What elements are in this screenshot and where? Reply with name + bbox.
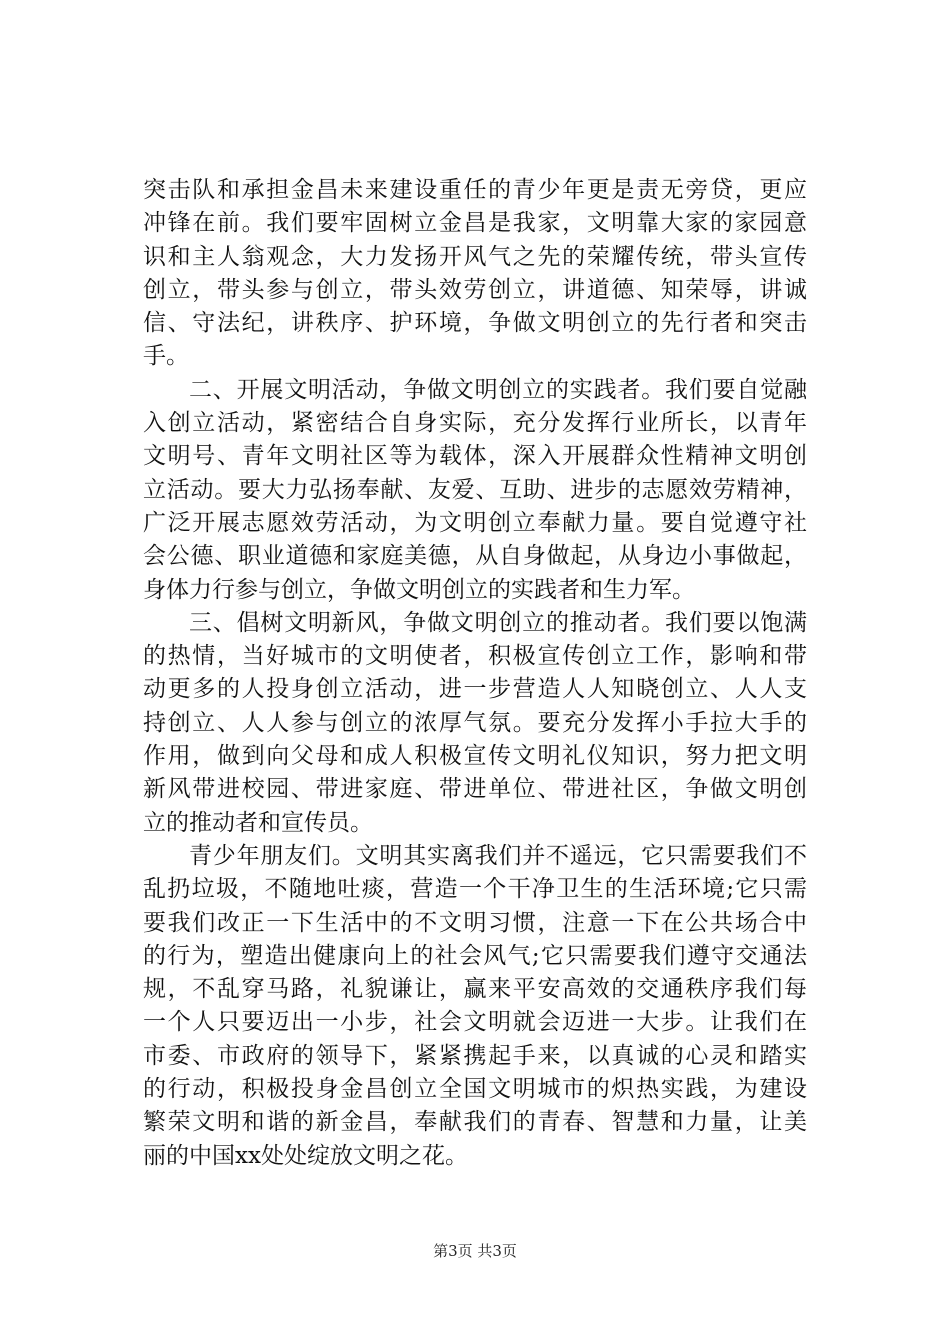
text-line: 创立，带头参与创立，带头效劳创立，讲道德、知荣辱，讲诚 xyxy=(143,276,807,303)
text-line: 立活动。要大力弘扬奉献、友爱、互助、进步的志愿效劳精神， xyxy=(143,476,807,503)
document-body xyxy=(143,174,807,1173)
text-line: 文明号、青年文明社区等为载体，深入开展群众性精神文明创 xyxy=(143,443,807,470)
text-line: 身体力行参与创立，争做文明创立的实践者和生力军。 xyxy=(143,576,695,603)
text-line: 动更多的人投身创立活动，进一步营造人人知晓创立、人人支 xyxy=(143,676,807,703)
text-line: 识和主人翁观念，大力发扬开风气之先的荣耀传统，带头宣传 xyxy=(143,243,807,270)
text-line: 市委、市政府的领导下，紧紧携起手来，以真诚的心灵和踏实 xyxy=(143,1042,807,1069)
text-line: 立的推动者和宣传员。 xyxy=(143,809,373,836)
paragraph-start-line: 青少年朋友们。文明其实离我们并不遥远，它只需要我们不 xyxy=(189,842,807,869)
text-line: 作用，做到向父母和成人积极宣传文明礼仪知识，努力把文明 xyxy=(143,743,807,770)
paragraph-start-line: 二、开展文明活动，争做文明创立的实践者。我们要自觉融 xyxy=(189,376,807,403)
text-line: 信、守法纪，讲秩序、护环境，争做文明创立的先行者和突击 xyxy=(143,310,807,337)
text-line: 规，不乱穿马路，礼貌谦让，赢来平安高效的交通秩序我们每 xyxy=(143,976,807,1003)
text-line: 手。 xyxy=(143,343,189,370)
text-line: 丽的中国xx处处绽放文明之花。 xyxy=(143,1142,468,1169)
text-line: 冲锋在前。我们要牢固树立金昌是我家，文明靠大家的家园意 xyxy=(143,210,807,237)
text-line: 入创立活动，紧密结合自身实际，充分发挥行业所长，以青年 xyxy=(143,410,807,437)
text-line: 的热情，当好城市的文明使者，积极宣传创立工作，影响和带 xyxy=(143,643,807,670)
page-number-footer: 第3页 共3页 xyxy=(433,1242,517,1260)
text-line: 一个人只要迈出一小步，社会文明就会迈进一大步。让我们在 xyxy=(143,1009,807,1036)
text-line: 广泛开展志愿效劳活动，为文明创立奉献力量。要自觉遵守社 xyxy=(143,509,807,536)
paragraph-start-line: 三、倡树文明新风，争做文明创立的推动者。我们要以饱满 xyxy=(189,609,807,636)
text-line: 新风带进校园、带进家庭、带进单位、带进社区，争做文明创 xyxy=(143,776,807,803)
text-line: 会公德、职业道德和家庭美德，从自身做起，从身边小事做起， xyxy=(143,543,807,570)
text-line: 要我们改正一下生活中的不文明习惯，注意一下在公共场合中 xyxy=(143,909,807,936)
text-line: 的行动，积极投身金昌创立全国文明城市的炽热实践，为建设 xyxy=(143,1076,807,1103)
text-line: 的行为，塑造出健康向上的社会风气;它只需要我们遵守交通法 xyxy=(143,942,807,969)
text-line: 繁荣文明和谐的新金昌，奉献我们的青春、智慧和力量，让美 xyxy=(143,1109,807,1136)
text-line: 持创立、人人参与创立的浓厚气氛。要充分发挥小手拉大手的 xyxy=(143,709,807,736)
text-line: 乱扔垃圾，不随地吐痰，营造一个干净卫生的生活环境;它只需 xyxy=(143,876,807,903)
text-line: 突击队和承担金昌未来建设重任的青少年更是责无旁贷，更应 xyxy=(143,177,807,203)
